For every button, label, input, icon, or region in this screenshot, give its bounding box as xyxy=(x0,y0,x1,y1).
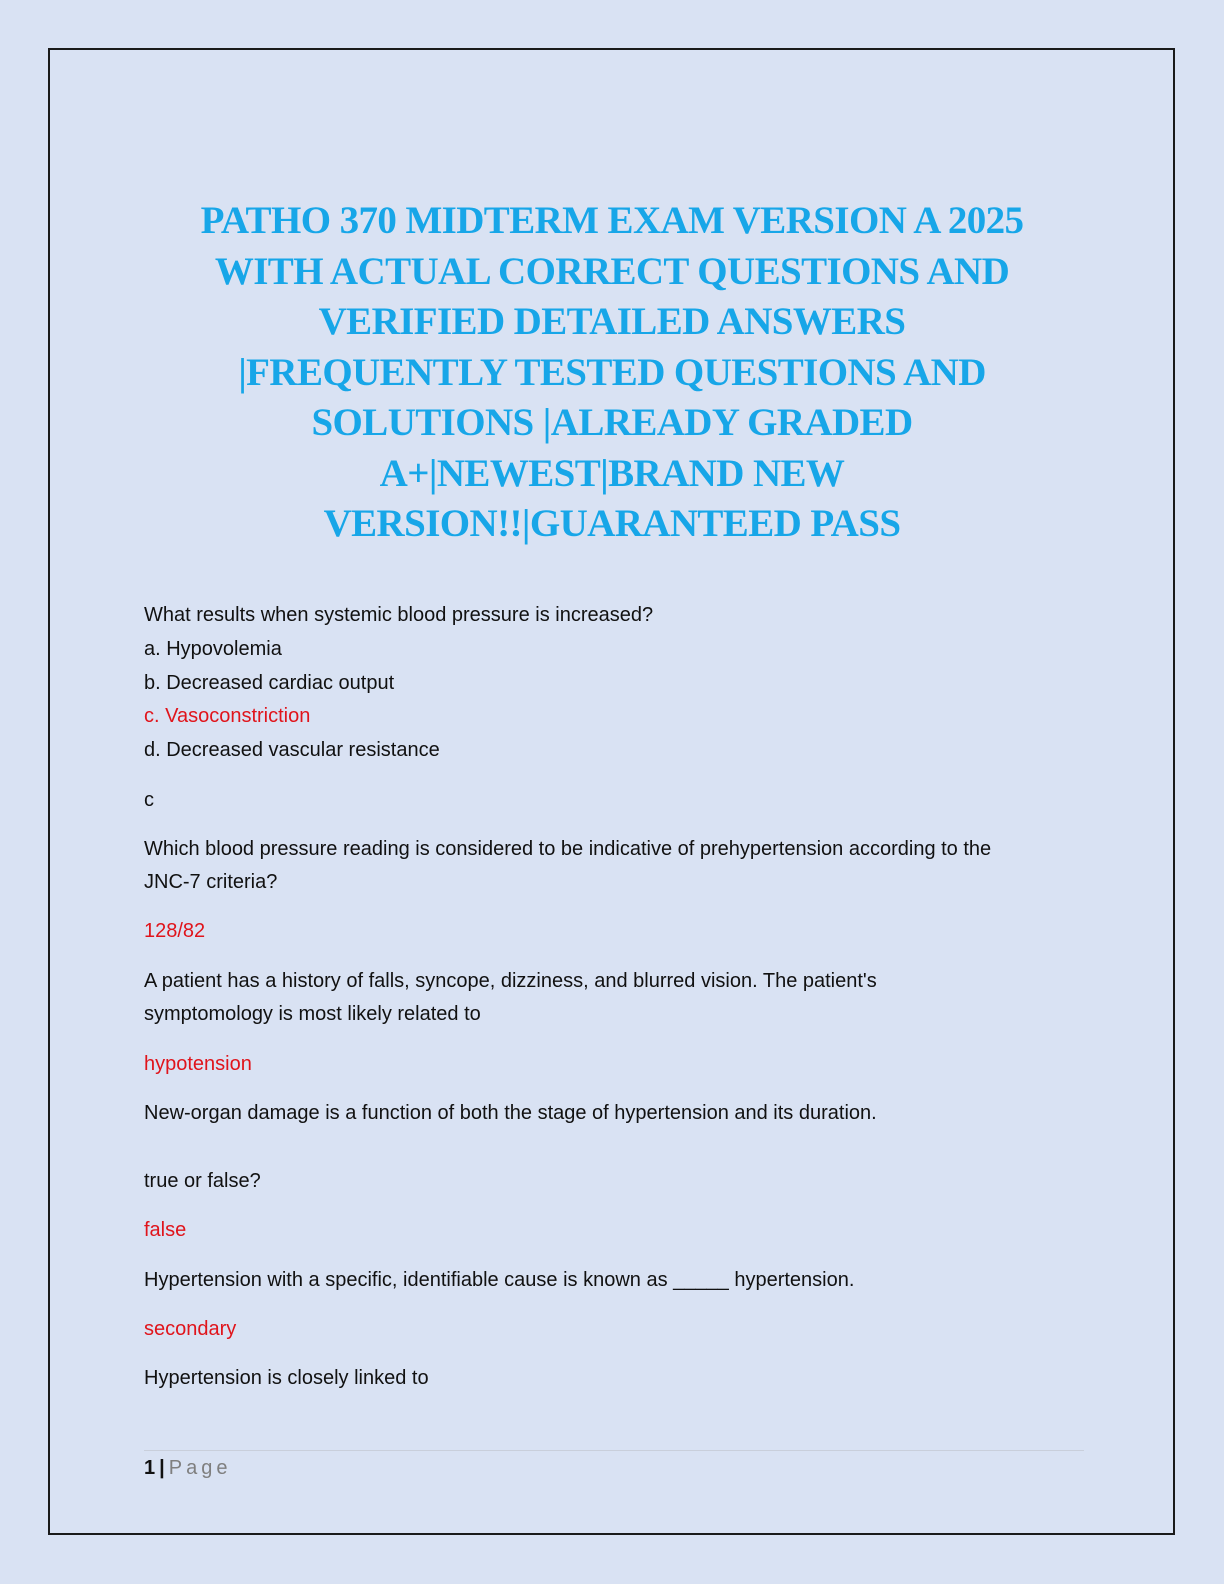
question-1-option-a: a. Hypovolemia xyxy=(144,638,282,660)
question-5-answer: secondary xyxy=(144,1318,237,1340)
question-4-text-line-1: New-organ damage is a function of both the stage of hypertension and its duration. xyxy=(144,1102,877,1124)
question-6-text: Hypertension is closely linked to xyxy=(144,1367,429,1389)
document-title xyxy=(130,196,1094,550)
title-line: |FREQUENTLY TESTED QUESTIONS AND xyxy=(238,350,986,394)
page-footer xyxy=(144,1454,231,1482)
title-line: VERIFIED DETAILED ANSWERS xyxy=(318,300,906,343)
question-3-text-line-1: A patient has a history of falls, syncope, dizziness, and blurred vision. The patient's xyxy=(144,970,877,992)
question-3-answer: hypotension xyxy=(144,1053,252,1075)
title-line: WITH ACTUAL CORRECT QUESTIONS AND xyxy=(214,249,1010,293)
question-4-answer: false xyxy=(144,1219,187,1241)
question-2-text-line-1: Which blood pressure reading is considered to be indicative of prehypertension according to the xyxy=(144,838,992,860)
question-2-answer: 128/82 xyxy=(144,920,206,942)
title-line: VERSION!!|GUARANTEED PASS xyxy=(323,502,901,545)
question-1-option-c-correct: c. Vasoconstriction xyxy=(144,705,311,727)
title-line: SOLUTIONS |ALREADY GRADED xyxy=(311,401,913,444)
question-1-option-d: d. Decreased vascular resistance xyxy=(144,739,440,761)
title-line: PATHO 370 MIDTERM EXAM VERSION A 2025 xyxy=(200,199,1024,242)
question-1-answer: c xyxy=(144,789,154,811)
title-line: A+|NEWEST|BRAND NEW xyxy=(379,451,845,495)
page-label: Page xyxy=(168,1457,232,1479)
question-5-text: Hypertension with a specific, identifiable cause is known as _____ hypertension. xyxy=(144,1269,855,1291)
page-number: 1 xyxy=(144,1457,156,1479)
question-1-option-b: b. Decreased cardiac output xyxy=(144,672,395,694)
question-2-text-line-2: JNC-7 criteria? xyxy=(144,871,278,893)
question-1-text: What results when systemic blood pressure is increased? xyxy=(144,604,654,626)
question-4-text-line-2: true or false? xyxy=(144,1170,261,1192)
footer-divider xyxy=(144,1450,1084,1451)
question-3-text-line-2: symptomology is most likely related to xyxy=(144,1003,481,1025)
footer-separator: | xyxy=(159,1457,165,1479)
